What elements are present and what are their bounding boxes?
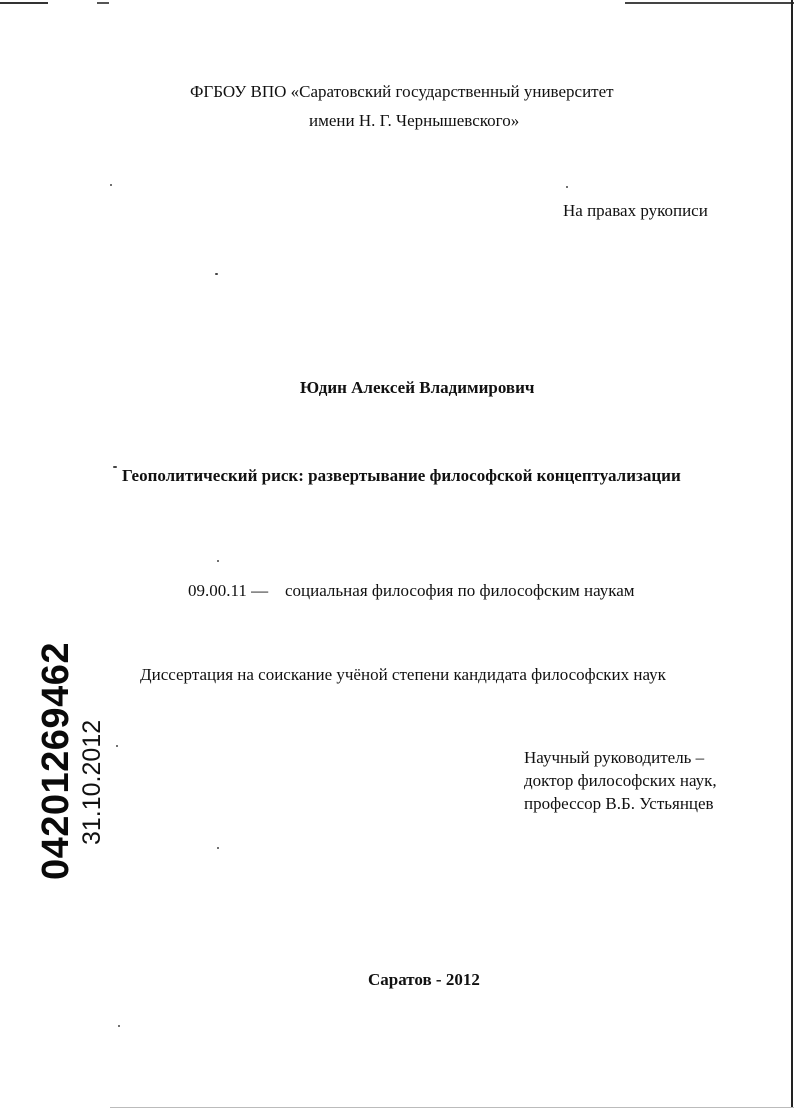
scan-speck: [113, 466, 117, 468]
city-year: Саратов - 2012: [368, 970, 480, 989]
institution-line-2: имени Н. Г. Чернышевского»: [309, 111, 520, 130]
manuscript-note: На правах рукописи: [563, 201, 708, 220]
supervisor-block: [524, 746, 717, 815]
scan-speck: [215, 273, 218, 275]
author-name: Юдин Алексей Владимирович: [300, 378, 535, 397]
scan-border-top: [625, 2, 794, 4]
specialty-name: социальная философия по философским наукам: [285, 581, 635, 600]
supervisor-degree: доктор философских наук,: [524, 771, 717, 790]
scan-speck: [116, 745, 118, 747]
dissertation-title: Геополитический риск: развертывание философской концептуализации: [122, 466, 681, 485]
scan-speck: [217, 560, 219, 562]
degree-statement: Диссертация на соискание учёной степени кандидата философских наук: [140, 665, 666, 684]
library-stamp-number: 04201269462: [35, 642, 77, 880]
supervisor-label: Научный руководитель –: [524, 748, 705, 767]
scan-border-top: [0, 2, 48, 4]
scan-speck: [110, 184, 112, 186]
scan-speck: [566, 186, 568, 188]
institution-line-1: ФГБОУ ВПО «Саратовский государственный университет: [190, 82, 614, 101]
supervisor-name: профессор В.Б. Устьянцев: [524, 794, 714, 813]
library-stamp-date: 31.10.2012: [78, 719, 106, 845]
scan-border-right: [791, 0, 793, 1108]
scan-speck: [217, 847, 219, 849]
scan-speck: [118, 1025, 120, 1027]
specialty-code: 09.00.11 —: [188, 581, 269, 600]
scan-border-mark: [97, 2, 109, 4]
